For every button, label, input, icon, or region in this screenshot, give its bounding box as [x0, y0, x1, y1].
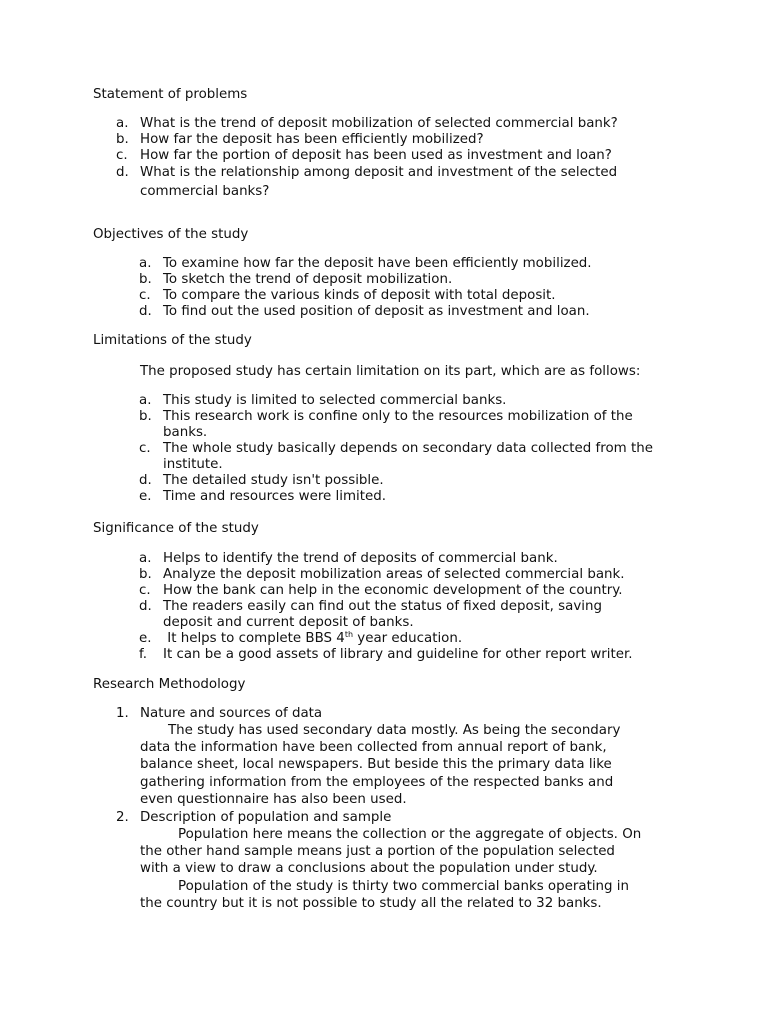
- list-marker: d.: [139, 304, 152, 319]
- significance-list: [139, 551, 663, 663]
- list-item: [139, 272, 683, 288]
- list-item-text: It helps to complete BBS 4: [163, 631, 345, 646]
- list-item-text: To examine how far the deposit have been efficiently mobilized.: [163, 256, 592, 271]
- list-marker: c.: [139, 441, 151, 456]
- list-item-text: It can be a good assets of library and guideline for other report writer.: [163, 647, 633, 662]
- list-marker: e.: [139, 489, 152, 504]
- paragraph-line: the country but it is not possible to study all the related to 32 banks.: [140, 895, 602, 911]
- section-heading-limitations: Limitations of the study: [93, 333, 252, 348]
- list-marker: f.: [139, 647, 147, 662]
- paragraph-line: gathering information from the employees of the respected banks and: [140, 774, 614, 790]
- list-item: [116, 132, 680, 148]
- list-item-text: To compare the various kinds of deposit with total deposit.: [163, 288, 556, 303]
- list-item-text: This study is limited to selected commercial banks.: [163, 393, 507, 408]
- list-item-text: Helps to identify the trend of deposits of commercial bank.: [163, 551, 558, 566]
- limitations-intro: The proposed study has certain limitation on its part, which are as follows:: [140, 364, 641, 379]
- list-item: [139, 630, 663, 647]
- list-item-text: How far the deposit has been efficiently mobilized?: [140, 132, 484, 147]
- methodology-item-title-row: [116, 706, 676, 722]
- list-marker: d.: [139, 599, 152, 614]
- section-heading-statement: Statement of problems: [93, 87, 248, 102]
- list-marker: c.: [116, 148, 128, 163]
- list-marker: c.: [139, 288, 151, 303]
- list-item-text: How the bank can help in the economic development of the country.: [163, 583, 623, 598]
- list-marker: d.: [139, 473, 152, 488]
- methodology-item: [116, 706, 676, 808]
- list-item-text: What is the trend of deposit mobilization of selected commercial bank?: [140, 116, 618, 131]
- paragraph-line: with a view to draw a conclusions about the population under study.: [140, 861, 598, 877]
- list-item-text: The detailed study isn't possible.: [163, 473, 384, 488]
- list-marker: a.: [139, 393, 152, 408]
- methodology-item-title-row: [116, 810, 676, 826]
- list-item-text: The whole study basically depends on secondary data collected from the institute.: [163, 441, 653, 472]
- list-marker: b.: [139, 409, 152, 424]
- list-item-text: What is the relationship among deposit and investment of the selected commercial banks?: [140, 165, 618, 199]
- paragraph-line: balance sheet, local newspapers. But beside this the primary data like: [140, 757, 612, 773]
- section-heading-significance: Significance of the study: [93, 521, 259, 536]
- list-item-text: How far the portion of deposit has been used as investment and loan?: [140, 148, 612, 163]
- list-item-text: year education.: [353, 631, 463, 646]
- list-item: [139, 473, 668, 489]
- section-heading-methodology: Research Methodology: [93, 677, 246, 692]
- list-item-text: To sketch the trend of deposit mobilization.: [163, 272, 453, 287]
- objectives-list: [139, 256, 683, 320]
- list-marker: d.: [116, 165, 129, 180]
- list-marker: 2.: [116, 810, 129, 825]
- list-marker: e.: [139, 631, 152, 646]
- list-marker: a.: [116, 116, 129, 131]
- list-item: [139, 583, 663, 599]
- methodology-item-title: Nature and sources of data: [140, 706, 323, 721]
- list-item: [139, 393, 668, 409]
- section-heading-objectives: Objectives of the study: [93, 227, 249, 242]
- list-marker: b.: [116, 132, 129, 147]
- superscript: th: [344, 630, 354, 639]
- list-marker: 1.: [116, 706, 129, 721]
- paragraph-line: even questionnaire has also been used.: [140, 791, 407, 807]
- list-item: [139, 551, 663, 567]
- list-marker: c.: [139, 583, 151, 598]
- paragraph-line: The study has used secondary data mostly. As being the secondary: [168, 723, 621, 738]
- paragraph-line: data the information have been collected from annual report of bank,: [140, 740, 607, 756]
- limitations-list: [139, 393, 668, 505]
- list-item-text: Time and resources were limited.: [163, 489, 386, 504]
- list-item: [139, 567, 663, 583]
- list-item: [139, 304, 683, 320]
- list-marker: a.: [139, 551, 152, 566]
- list-item: [139, 441, 663, 473]
- statement-list: [116, 116, 680, 201]
- list-item-text: Analyze the deposit mobilization areas of selected commercial bank.: [163, 567, 625, 582]
- paragraph-line: Population here means the collection or the aggregate of objects. On: [178, 827, 642, 842]
- list-item: [116, 116, 680, 132]
- list-item: [139, 647, 663, 663]
- paragraph-line: Population of the study is thirty two commercial banks operating in: [178, 878, 629, 894]
- list-marker: b.: [139, 272, 152, 287]
- list-item: [116, 164, 660, 201]
- list-item: [139, 288, 683, 304]
- list-item: [139, 599, 643, 631]
- list-item-text: The readers easily can find out the status of fixed deposit, saving deposit and current deposit of banks.: [163, 599, 602, 630]
- list-marker: a.: [139, 256, 152, 271]
- list-item: [116, 148, 680, 164]
- methodology-item-body: [116, 722, 676, 808]
- list-item-text: This research work is confine only to the resources mobilization of the banks.: [163, 409, 633, 440]
- methodology-item: [116, 810, 676, 912]
- list-item: [139, 409, 668, 441]
- list-item: [139, 489, 668, 505]
- list-item-text: To find out the used position of deposit as investment and loan.: [163, 304, 590, 319]
- list-marker: b.: [139, 567, 152, 582]
- methodology-item-title: Description of population and sample: [140, 810, 392, 825]
- methodology-item-body: [116, 826, 676, 912]
- list-item: [139, 256, 683, 272]
- paragraph-line: the other hand sample means just a portion of the population selected: [140, 844, 615, 860]
